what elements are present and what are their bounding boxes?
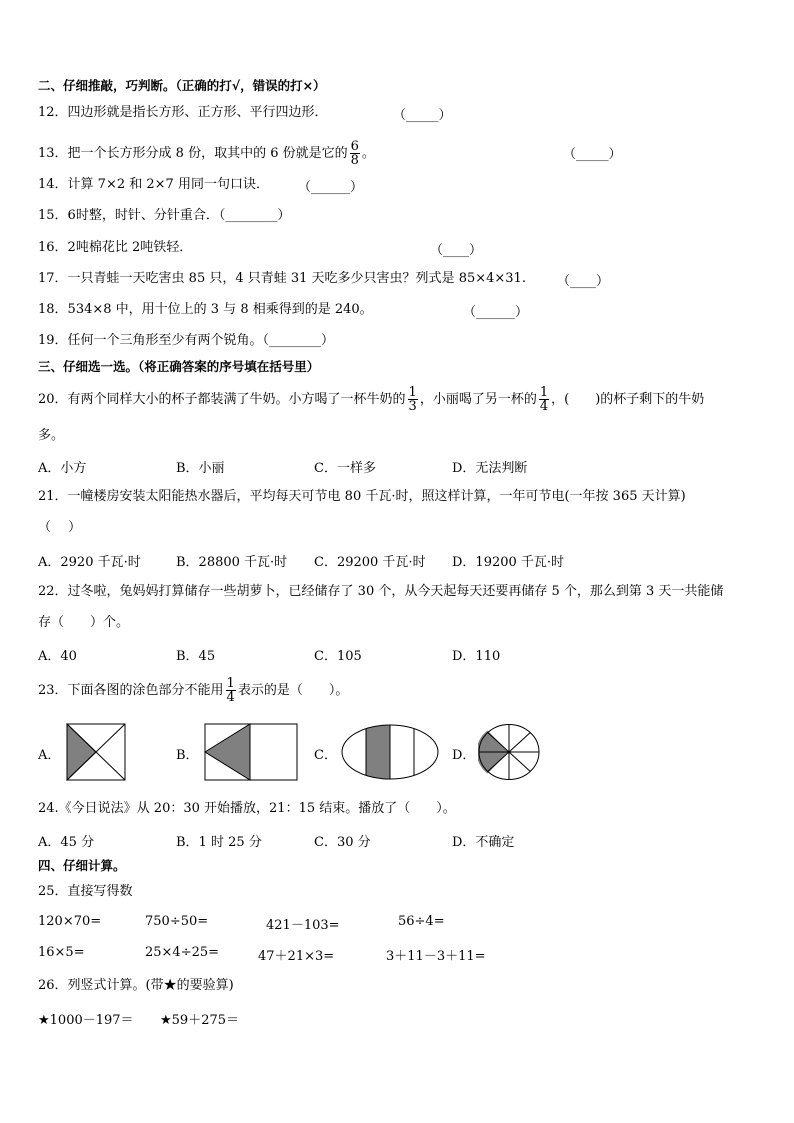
calc-item: 3＋11－3＋11=: [386, 949, 486, 964]
calc-item: 25×4÷25=: [145, 945, 220, 960]
q23-option-d[interactable]: D．: [452, 748, 476, 763]
vertical-calc-item: ★1000－197＝: [38, 1013, 134, 1028]
q23-option-c[interactable]: C．: [314, 748, 337, 763]
q21-option-a[interactable]: A．2920 千瓦·时: [38, 555, 141, 570]
q24-option-a[interactable]: A．45 分: [38, 835, 95, 850]
question-19: [38, 332, 334, 350]
question-13-answer-blank[interactable]: （_____）: [563, 147, 622, 162]
section-2-title: 二、仔细推敲，巧判断。（正确的打√，错误的打×）: [38, 78, 326, 93]
fraction-1-3: $\frac{1}{3}$: [408, 385, 417, 414]
question-15: [38, 207, 290, 225]
question-18-text: 18．534×8 中，用十位上的 3 与 8 相乘得到的是 240。: [38, 302, 373, 317]
q20-option-d[interactable]: D．无法判断: [452, 461, 528, 476]
q23-option-a[interactable]: A．: [38, 748, 61, 763]
section-4-title: 四、仔细计算。: [38, 858, 126, 873]
calc-item: 750÷50=: [145, 914, 209, 929]
fraction-1-4-q23: $\frac{1}{4}$: [226, 676, 235, 705]
q24-option-d[interactable]: D．不确定: [452, 835, 515, 850]
question-20-line-2: 多。: [38, 428, 65, 443]
question-16-answer-blank[interactable]: （____）: [430, 243, 483, 258]
question-16: [38, 239, 192, 257]
section-3-title: 三、仔细选一选。（将正确答案的序号填在括号里）: [38, 359, 320, 374]
question-25-title: 25．直接写得数: [38, 884, 133, 899]
question-18-answer-blank[interactable]: （______）: [463, 305, 529, 320]
question-14-answer-blank[interactable]: （______）: [298, 180, 364, 195]
question-14-text: 14．计算 7×2 和 2×7 用同一句口诀．: [38, 177, 269, 192]
question-12-text: 12．四边形就是指长方形、正方形、平行四边形．: [38, 105, 328, 120]
q23-option-b[interactable]: B．: [176, 748, 199, 763]
q20-option-c[interactable]: C．一样多: [314, 461, 376, 476]
question-15-answer-blank[interactable]: （________）: [218, 208, 291, 223]
question-19-answer-blank[interactable]: （________）: [262, 333, 335, 348]
q21-option-b[interactable]: B．28800 千瓦·时: [176, 555, 288, 570]
q22-option-a[interactable]: A．40: [38, 649, 77, 664]
question-13-text: 13．把一个长方形分成 8 份，取其中的 6 份就是它的: [38, 146, 348, 161]
ellipse-strips-figure: [340, 723, 440, 781]
q24-option-b[interactable]: B．1 时 25 分: [176, 835, 262, 850]
q24-option-c[interactable]: C．30 分: [314, 835, 371, 850]
vertical-calc-item: ★59＋275＝: [160, 1013, 240, 1028]
q20-option-a[interactable]: A．小方: [38, 461, 87, 476]
question-20-line-1: 20．有两个同样大小的杯子都装满了牛奶。小方喝了一杯牛奶的 $\frac{1}{3}$ ，小丽喝了另一杯的 $\frac{1}{4}$ ，( )的杯子剩下的牛奶: [38, 385, 705, 414]
question-16-text: 16．2吨棉花比 2吨铁轻．: [38, 240, 193, 255]
question-19-text: 19．任何一个三角形至少有两个锐角。: [38, 333, 263, 348]
question-17: [38, 270, 526, 288]
question-22-line-1: 22．过冬啦，兔妈妈打算储存一些胡萝卜，已经储存了 30 个，从今天起每天还要再储存 5 个，那么到第 3 天一共能储: [38, 584, 724, 599]
question-26-title: 26．列竖式计算。(带★的要验算): [38, 978, 234, 993]
question-12-answer-blank[interactable]: （_____）: [393, 108, 452, 123]
question-23-line-1: 23．下面各图的涂色部分不能用 $\frac{1}{4}$ 表示的是（ ）。: [38, 676, 349, 705]
question-24-line-1: 24.《今日说法》从 20：30 开始播放，21：15 结束。播放了（ ）。: [38, 801, 456, 816]
calc-item: 56÷4=: [398, 914, 445, 929]
calc-item: 16×5=: [38, 945, 85, 960]
circle-eighths-figure: [478, 723, 540, 781]
square-diagonals-figure: [66, 723, 126, 781]
q22-option-d[interactable]: D．110: [452, 649, 501, 664]
question-22-line-2: 存（ ）个。: [38, 615, 130, 630]
question-18: [38, 301, 373, 319]
calc-item: 120×70=: [38, 914, 102, 929]
question-13: 13．把一个长方形分成 8 份，取其中的 6 份就是它的 $\frac{6}{8}$ 。: [38, 139, 375, 168]
question-14: [38, 176, 269, 194]
question-21-line-1: 21．一幢楼房安装太阳能热水器后，平均每天可节电 80 千瓦·时，照这样计算，一年可节电(一年按 365 天计算): [38, 489, 686, 504]
question-17-text: 17．一只青蛙一天吃害虫 85 只，4 只青蛙 31 天吃多少只害虫？列式是 85×4×31.: [38, 271, 526, 286]
calc-item: 47＋21×3=: [258, 949, 335, 964]
fraction-1-4: $\frac{1}{4}$: [539, 385, 549, 414]
q21-option-d[interactable]: D．19200 千瓦·时: [452, 555, 565, 570]
q21-option-c[interactable]: C．29200 千瓦·时: [314, 555, 426, 570]
fraction-6-8: $\frac{6}{8}$: [350, 139, 359, 168]
rectangle-triangle-figure: [204, 723, 298, 781]
question-21-line-2: （ ）: [38, 520, 82, 535]
question-17-answer-blank[interactable]: （____）: [557, 274, 610, 289]
q22-option-c[interactable]: C．105: [314, 649, 362, 664]
q20-option-b[interactable]: B．小丽: [176, 461, 225, 476]
question-12: [38, 104, 328, 122]
calc-item: 421－103=: [266, 918, 340, 933]
q22-option-b[interactable]: B．45: [176, 649, 216, 664]
question-15-text: 15．6时整，时针、分针重合．: [38, 208, 219, 223]
